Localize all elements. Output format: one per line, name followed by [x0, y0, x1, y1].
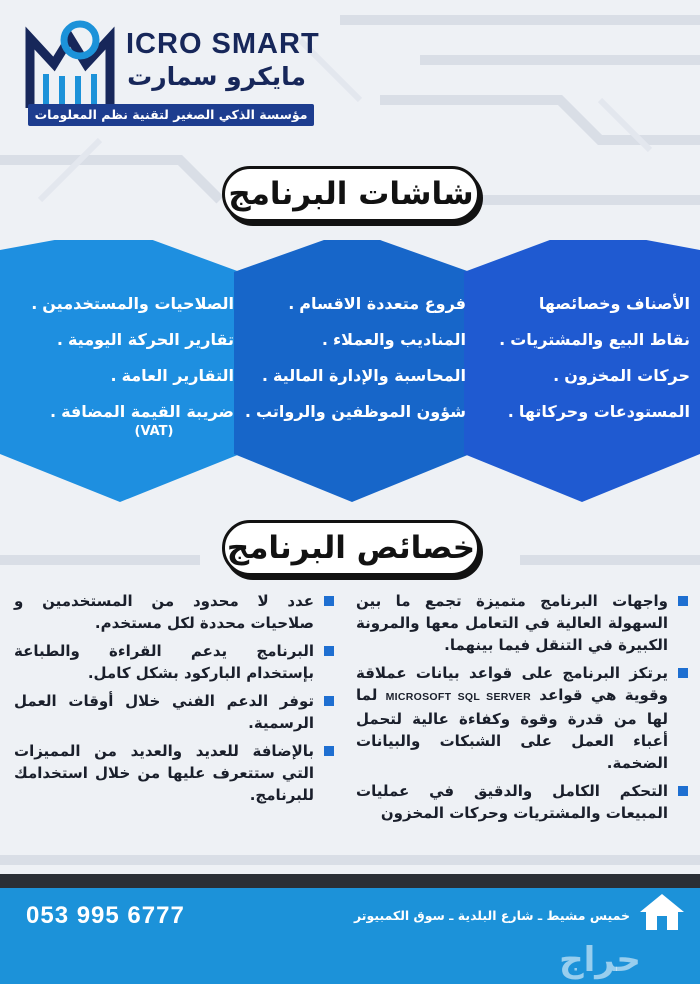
phone-number[interactable]: 053 995 6777 — [26, 902, 185, 929]
feature-item: التحكم الكامل والدقيق في عمليات المبيعات والمشتريات وحركات المخزون — [356, 780, 690, 824]
home-icon — [638, 892, 686, 932]
vat-note: (VAT) — [134, 424, 174, 439]
screens-list-middle — [240, 294, 466, 438]
features-list-left — [14, 590, 336, 812]
list-item: التقارير العامة. — [110, 366, 234, 385]
brand-subtitle: مؤسسة الذكي الصغير لتقنية نظم المعلومات — [28, 104, 314, 126]
list-item: فروع متعددة الاقسام. — [288, 294, 466, 313]
features-list-right — [356, 590, 690, 830]
logo-m-icon — [24, 18, 116, 114]
list-item: المناديب والعملاء. — [321, 330, 466, 349]
features-title: خصائص البرنامج — [222, 520, 480, 576]
list-item: شؤون الموظفين والرواتب. — [244, 402, 466, 421]
sql-server-label: MICROSOFT SQL SERVER — [385, 691, 531, 703]
list-item: المحاسبة والإدارة المالية. — [261, 366, 466, 385]
list-item: ضريبة القيمة المضافة. — [49, 402, 234, 421]
list-item: الصلاحيات والمستخدمين. — [31, 294, 234, 313]
list-item: الأصناف وخصائصها — [538, 294, 690, 313]
brand-name-en: ICRO SMART — [126, 28, 320, 60]
feature-item: واجهات البرنامج متميزة تجمع ما بين السهولة العالية في التعامل معها والمرونة الكبيرة في التنقل فيما بينهما. — [356, 590, 690, 656]
feature-item: عدد لا محدود من المستخدمين و صلاحيات محددة لكل مستخدم. — [14, 590, 336, 634]
screens-title: شاشات البرنامج — [222, 166, 480, 222]
feature-item: البرنامج يدعم القراءة والطباعة بإستخدام الباركود بشكل كامل. — [14, 640, 336, 684]
list-item: المستودعات وحركاتها. — [507, 402, 690, 421]
list-item: حركات المخزون. — [553, 366, 690, 385]
feature-item: توفر الدعم الفني خلال أوقات العمل الرسمية. — [14, 690, 336, 734]
feature-item: بالإضافة للعديد والعديد من المميزات التي ستتعرف عليها من خلال استخدامك للبرنامج. — [14, 740, 336, 806]
screens-list-left — [14, 294, 234, 442]
address: خميس مشيط ـ شارع البلدية ـ سوق الكمبيوتر — [354, 908, 630, 923]
list-item: نقاط البيع والمشتريات. — [499, 330, 690, 349]
footer-divider — [0, 874, 700, 888]
brand-name-ar: مايكرو سمارت — [127, 62, 306, 91]
screens-list-right — [476, 294, 690, 438]
haraj-watermark: حراج — [559, 940, 641, 980]
list-item: تقارير الحركة اليومية. — [56, 330, 234, 349]
feature-item: يرتكز البرنامج على قواعد بيانات عملاقة وقوية هي قواعد MICROSOFT SQL SERVER لما لها من قدرة وقوة وكفاءة عالية لتحمل أعباء العمل على الشبكات والبيانات الضخمة. — [356, 662, 690, 774]
